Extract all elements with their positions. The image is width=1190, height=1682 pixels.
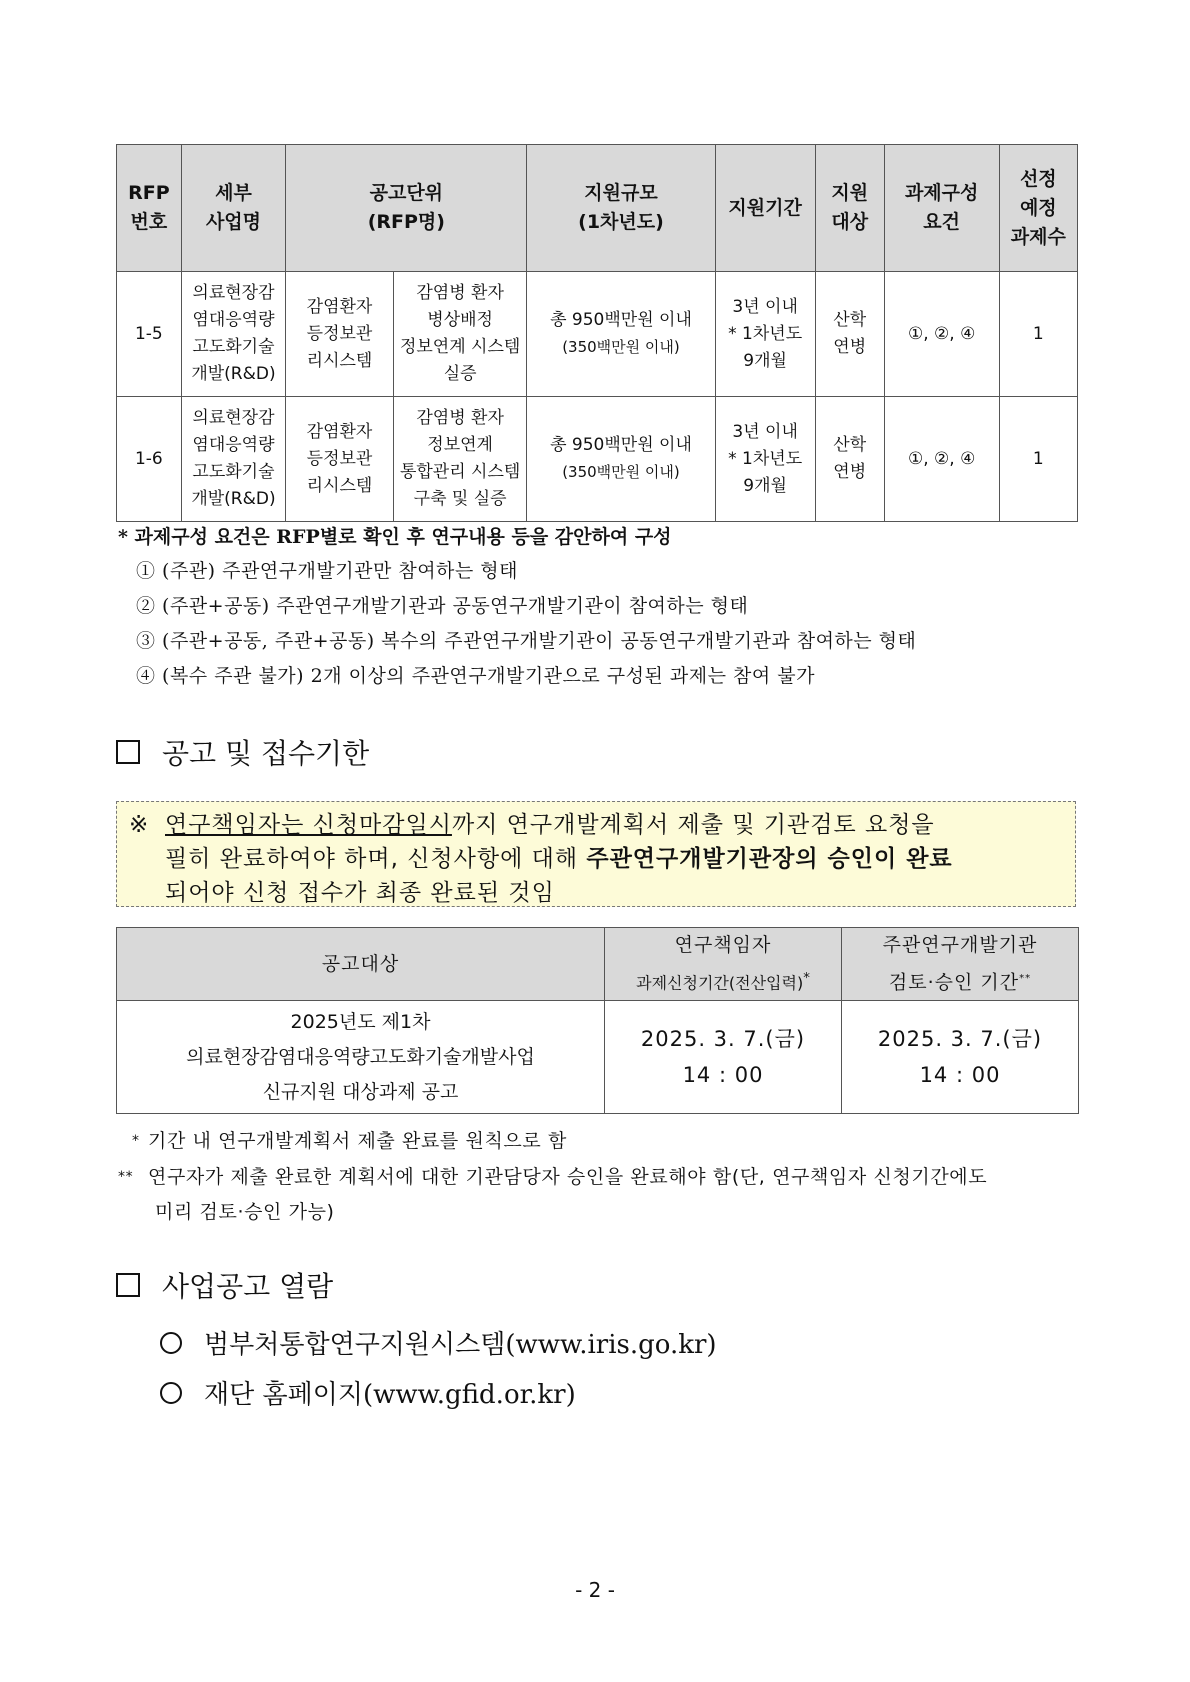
header-period: 지원기간 [715, 145, 815, 272]
header-institution-period [842, 928, 1079, 1001]
composition-cell: ①, ②, ④ [884, 397, 999, 522]
footnote-mark: ** [1019, 973, 1032, 984]
unit-b-cell: 감염병 환자 병상배정 정보연계 시스템 실증 [393, 272, 527, 397]
announcement-target-cell: 2025년도 제1차 의료현장감염대응역량고도화기술개발사업 신규지원 대상과제 공고 [117, 1001, 605, 1114]
list-item [160, 1370, 717, 1420]
budget-cell: 총 950백만원 이내 (350백만원 이내) [527, 397, 715, 522]
count-cell: 1 [999, 272, 1077, 397]
header-count: 선정 예정 과제수 [999, 145, 1077, 272]
composition-notes-heading: * 과제구성 요건은 RFP별로 확인 후 연구내용 등을 감안하여 구성 [118, 526, 672, 548]
footnote-2 [118, 1160, 1078, 1230]
announcement-links [160, 1320, 717, 1420]
period-cell: 3년 이내 * 1차년도 9개월 [715, 397, 815, 522]
page-number: - 2 - [575, 1578, 615, 1602]
researcher-date-cell: 2025. 3. 7.(금) 14 : 00 [605, 1001, 842, 1114]
composition-cell: ①, ②, ④ [884, 272, 999, 397]
sub-program-cell: 의료현장감 염대응역량 고도화기술 개발(R&D) [181, 272, 285, 397]
notice-text: 까지 연구개발계획서 제출 및 기관검토 요청을 [451, 812, 935, 838]
target-cell: 산학 연병 [815, 272, 884, 397]
section-title-text: 공고 및 접수기한 [162, 737, 370, 770]
header-line: 주관연구개발기관 [882, 934, 1038, 956]
header-line: 검토·승인 기간 [888, 971, 1020, 994]
footnote-mark: * [132, 1133, 140, 1149]
reference-mark-icon: ※ [129, 812, 150, 838]
notice-box [116, 801, 1076, 907]
rfp-no-cell: 1-5 [117, 272, 182, 397]
count-cell: 1 [999, 397, 1077, 522]
unit-a-cell: 감염환자 등정보관 리시스템 [286, 397, 394, 522]
header-line: 과제신청기간(전산입력) [636, 973, 804, 993]
period-cell: 3년 이내 * 1차년도 9개월 [715, 272, 815, 397]
header-target: 지원 대상 [815, 145, 884, 272]
rfp-no-cell: 1-6 [117, 397, 182, 522]
header-researcher-period [605, 928, 842, 1001]
foundation-homepage-link[interactable]: 재단 홈페이지(www.gfid.or.kr) [204, 1380, 576, 1410]
schedule-table [116, 927, 1079, 1114]
square-bullet-icon [116, 1273, 140, 1297]
rfp-table [116, 144, 1078, 522]
iris-link[interactable]: 범부처통합연구지원시스템(www.iris.go.kr) [204, 1330, 717, 1360]
composition-notes [118, 520, 1078, 694]
footnote-mark: ** [118, 1169, 134, 1185]
list-item: ② (주관+공동) 주관연구개발기관과 공동연구개발기관이 참여하는 형태 [136, 595, 749, 617]
section-title-deadline [116, 732, 369, 772]
notice-text: 되어야 신청 접수가 최종 완료된 것임 [165, 880, 555, 906]
square-bullet-icon [116, 740, 140, 764]
circle-bullet-icon [160, 1332, 182, 1354]
list-item: ③ (주관+공동, 주관+공동) 복수의 주관연구개발기관이 공동연구개발기관과 참여하는 형태 [136, 630, 917, 652]
list-item [160, 1320, 717, 1370]
list-item: ④ (복수 주관 불가) 2개 이상의 주관연구개발기관으로 구성된 과제는 참여 불가 [136, 665, 815, 687]
notice-underlined-text: 연구책임자는 신청마감일시 [165, 812, 452, 838]
sub-program-cell: 의료현장감 염대응역량 고도화기술 개발(R&D) [181, 397, 285, 522]
list-item: ① (주관) 주관연구개발기관만 참여하는 형태 [136, 560, 519, 582]
header-composition: 과제구성 요건 [884, 145, 999, 272]
header-line: 연구책임자 [674, 934, 772, 956]
unit-a-cell: 감염환자 등정보관 리시스템 [286, 272, 394, 397]
footnote-text: 기간 내 연구개발계획서 제출 완료를 원칙으로 함 [148, 1130, 567, 1152]
institution-date-cell: 2025. 3. 7.(금) 14 : 00 [842, 1001, 1079, 1114]
notice-bold-text: 주관연구개발기관장의 승인이 완료 [586, 846, 953, 872]
header-sub-program: 세부 사업명 [181, 145, 285, 272]
section-title-view [116, 1265, 333, 1305]
header-target: 공고대상 [117, 928, 605, 1001]
schedule-header-row [117, 928, 1079, 1001]
header-budget: 지원규모 (1차년도) [527, 145, 715, 272]
table-row [117, 1001, 1079, 1114]
header-rfp-no: RFP 번호 [117, 145, 182, 272]
footnote-mark: * [803, 971, 810, 986]
target-cell: 산학 연병 [815, 397, 884, 522]
table-row [117, 397, 1078, 522]
circle-bullet-icon [160, 1382, 182, 1404]
section-title-text: 사업공고 열람 [162, 1270, 334, 1303]
footnote-1 [118, 1124, 1078, 1159]
notice-text: 필히 완료하여야 하며, 신청사항에 대해 [165, 846, 587, 872]
table-row [117, 272, 1078, 397]
unit-b-cell: 감염병 환자 정보연계 통합관리 시스템 구축 및 실증 [393, 397, 527, 522]
budget-cell: 총 950백만원 이내 (350백만원 이내) [527, 272, 715, 397]
rfp-header-row [117, 145, 1078, 272]
header-announce-unit: 공고단위 (RFP명) [286, 145, 527, 272]
footnote-text: 연구자가 제출 완료한 계획서에 대한 기관담당자 승인을 완료해야 함(단, 연구책임자 신청기간에도 [148, 1166, 988, 1188]
footnote-text: 미리 검토·승인 가능) [155, 1201, 335, 1223]
